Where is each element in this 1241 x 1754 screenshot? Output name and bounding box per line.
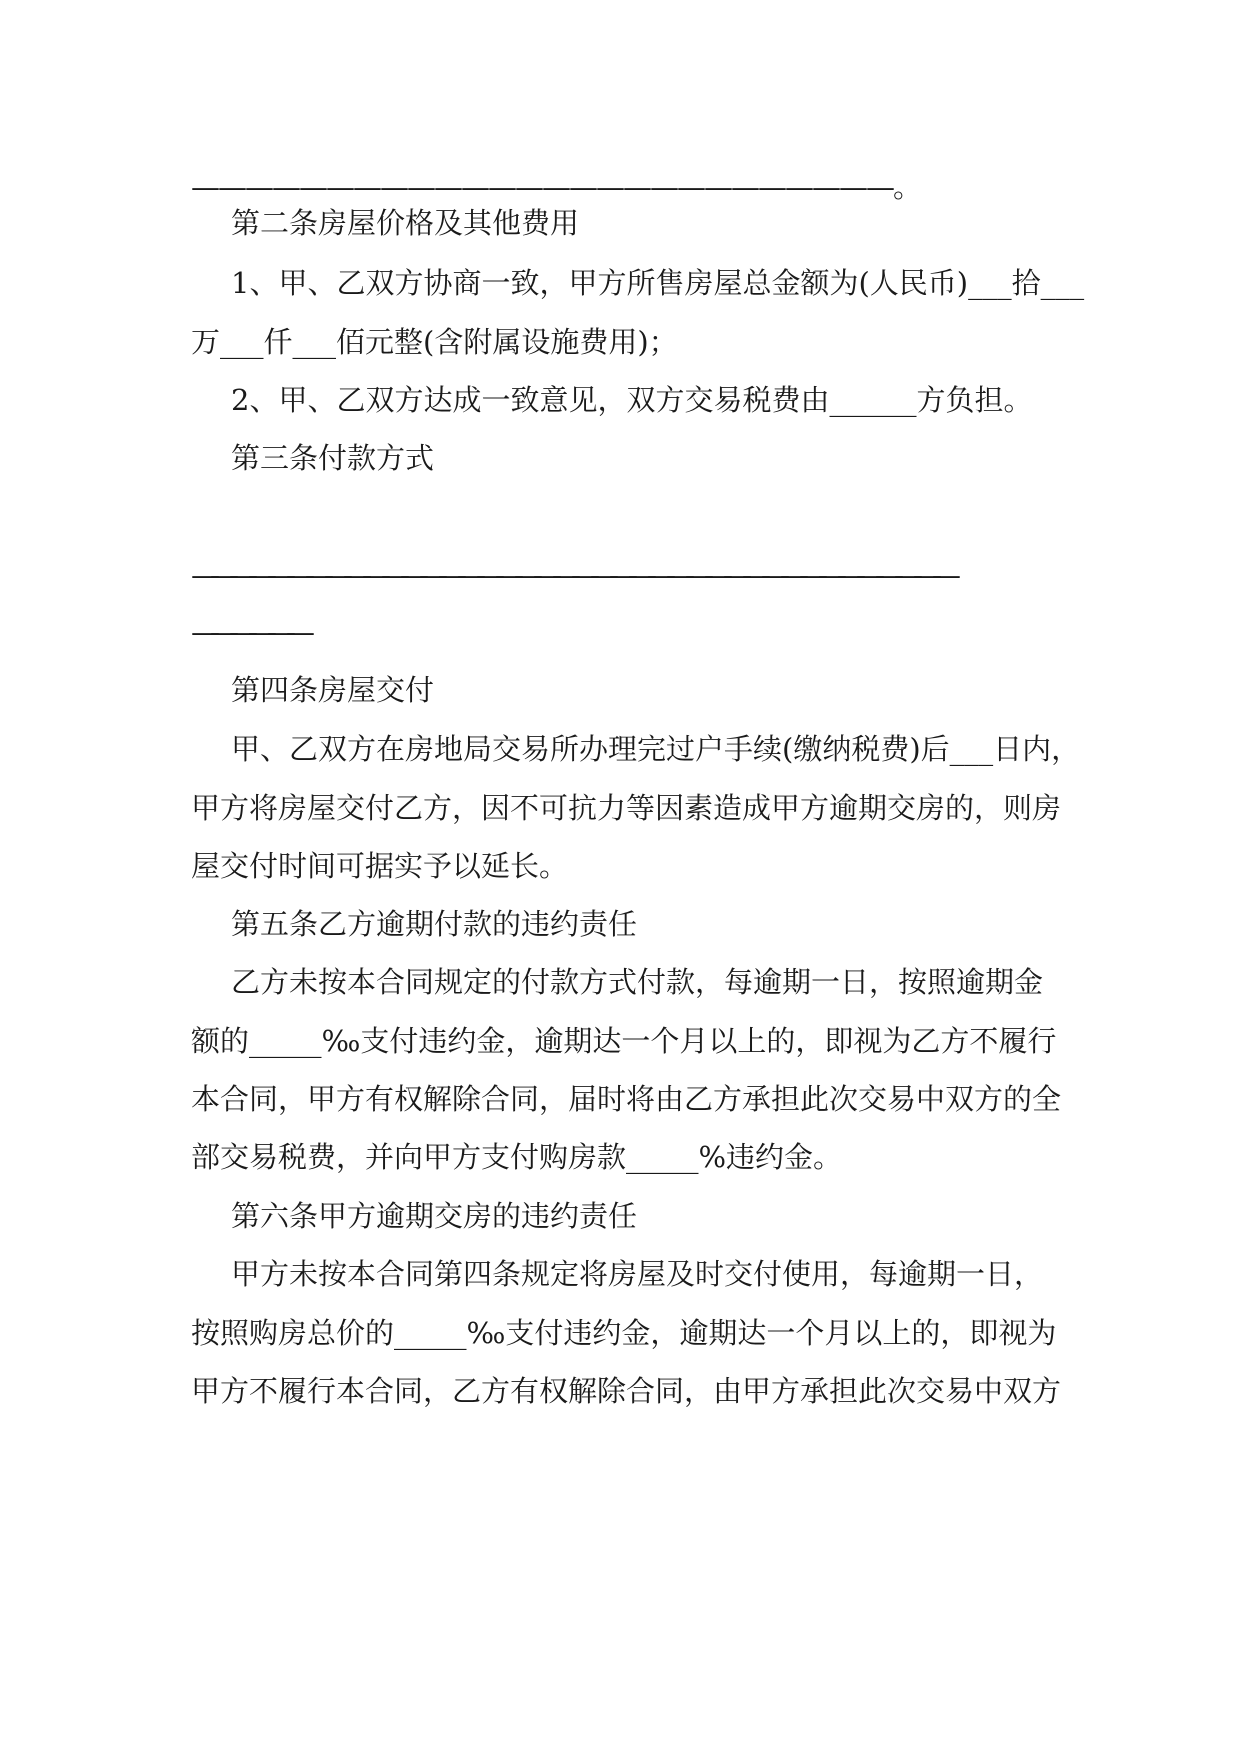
paragraph-line: 1、甲、乙双方协商一致，甲方所售房屋总金额为(人民币)___拾___	[231, 266, 1085, 300]
paragraph-line: 甲方不履行本合同，乙方有权解除合同，由甲方承担此次交易中双方	[191, 1374, 1062, 1408]
section-heading-4: 第四条房屋交付	[231, 673, 435, 707]
paragraph-line: 乙方未按本合同规定的付款方式付款，每逾期一日，按照逾期金	[231, 965, 1044, 999]
section-heading-5: 第五条乙方逾期付款的违约责任	[231, 907, 638, 941]
blank-line: ————————————————————————————————————————	[191, 558, 951, 592]
paragraph-line: 部交易税费，并向甲方支付购房款_____%违约金。	[191, 1140, 843, 1174]
paragraph-line: 甲方将房屋交付乙方，因不可抗力等因素造成甲方逾期交房的，则房	[191, 791, 1062, 825]
blank-line: ——————	[191, 615, 305, 649]
paragraph-line: 本合同，甲方有权解除合同，届时将由乙方承担此次交易中双方的全	[191, 1082, 1062, 1116]
paragraph-line: 2、甲、乙双方达成一致意见，双方交易税费由______方负担。	[231, 383, 1033, 417]
section-heading-2: 第二条房屋价格及其他费用	[231, 206, 580, 240]
section-heading-3: 第三条付款方式	[231, 441, 435, 475]
paragraph-line: 甲方未按本合同第四条规定将房屋及时交付使用，每逾期一日，	[231, 1257, 1044, 1291]
paragraph-line: 甲、乙双方在房地局交易所办理完过户手续(缴纳税费)后___日内，	[231, 732, 1081, 766]
paragraph-line: 按照购房总价的_____‰支付违约金，逾期达一个月以上的，即视为	[191, 1316, 1057, 1350]
paragraph-line: 万___仟___佰元整(含附属设施费用)；	[191, 325, 678, 359]
paragraph-line: 额的_____‰支付违约金，逾期达一个月以上的，即视为乙方不履行	[191, 1024, 1057, 1058]
paragraph-line: 屋交付时间可据实予以延长。	[191, 849, 569, 883]
blank-line: ——————————————————————————。	[191, 170, 921, 204]
section-heading-6: 第六条甲方逾期交房的违约责任	[231, 1199, 638, 1233]
